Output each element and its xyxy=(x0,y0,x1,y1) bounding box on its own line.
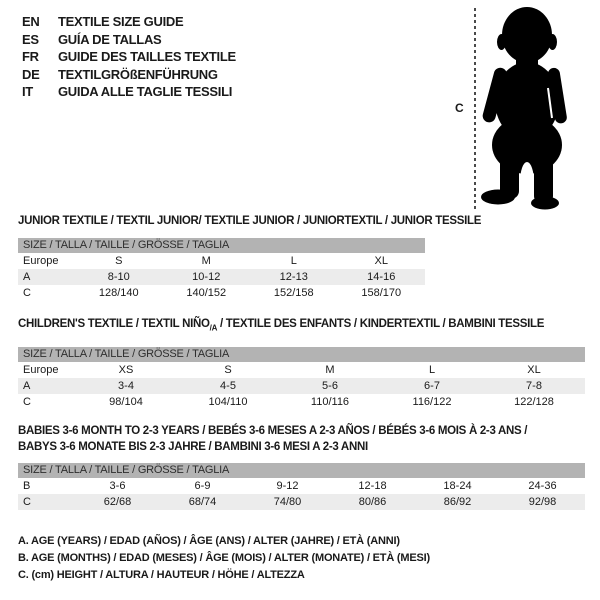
age-cell: 12-13 xyxy=(279,271,308,283)
row-label: C xyxy=(23,396,31,408)
size-cell: XS xyxy=(118,364,134,376)
note-height-cm: C. (cm) HEIGHT / ALTURA / HAUTEUR / HÖHE / ALTEZZA xyxy=(18,569,305,581)
age-cell: 3-6 xyxy=(109,480,126,492)
height-cell: 98/104 xyxy=(109,396,143,408)
row-label: C xyxy=(23,287,31,299)
height-cell: 116/122 xyxy=(412,396,452,408)
height-cell: 152/158 xyxy=(273,287,314,299)
age-cell: 9-12 xyxy=(276,480,299,492)
lang-row-it xyxy=(22,83,236,101)
age-cell: 18-24 xyxy=(443,480,472,492)
lang-row-de xyxy=(22,66,236,84)
note-age-months: B. AGE (MONTHS) / EDAD (MESES) / ÂGE (MOIS) / ALTER (MONATE) / ETÀ (MESI) xyxy=(18,552,430,564)
size-cell: XL xyxy=(527,364,541,376)
junior-size-table xyxy=(18,238,425,301)
height-cell: 86/92 xyxy=(443,496,472,508)
lang-code: ES xyxy=(22,31,39,47)
age-cell: 3-4 xyxy=(118,380,134,392)
age-cell: 6-7 xyxy=(424,380,440,392)
legend-notes xyxy=(18,533,430,584)
lang-label: GUÍA DE TALLAS xyxy=(58,31,162,47)
age-cell: 12-18 xyxy=(358,480,387,492)
lang-label: GUIDE DES TAILLES TEXTILE xyxy=(58,49,236,64)
height-dotted-line-icon xyxy=(474,8,476,210)
baby-silhouette-icon xyxy=(478,4,596,212)
table-header-bar: SIZE / TALLA / TAILLE / GRÖSSE / TAGLIA xyxy=(18,238,425,253)
size-cell: S xyxy=(115,255,123,267)
height-cell: 140/152 xyxy=(186,287,227,299)
age-cell: 24-36 xyxy=(528,480,557,492)
row-label: C xyxy=(23,496,31,508)
babies-title-line1: BABIES 3-6 MONTH TO 2-3 YEARS / BEBÉS 3-6 MESES A 2-3 AÑOS / BÉBÉS 3-6 MOIS À 2-3 ANS / xyxy=(18,425,528,437)
height-cell: 68/74 xyxy=(188,496,217,508)
children-title-pre: CHILDREN'S TEXTILE / TEXTIL NIÑO xyxy=(18,318,210,330)
age-cell: 10-12 xyxy=(192,271,221,283)
lang-label: TEXTILE SIZE GUIDE xyxy=(58,14,184,29)
row-label: B xyxy=(23,480,31,492)
age-cell: 14-16 xyxy=(367,271,396,283)
table-row xyxy=(18,362,585,378)
lang-code: IT xyxy=(22,84,33,99)
junior-section-title: JUNIOR TEXTILE / TEXTIL JUNIOR/ TEXTILE JUNIOR / JUNIORTEXTIL / JUNIOR TESSILE xyxy=(18,215,482,227)
lang-code: DE xyxy=(22,66,40,82)
height-cell: 110/116 xyxy=(310,396,350,408)
size-cell: M xyxy=(325,364,335,376)
lang-label: TEXTILGRÖßENFÜHRUNG xyxy=(58,66,218,82)
height-cell: 128/140 xyxy=(98,287,139,299)
baby-figure xyxy=(440,0,600,215)
size-cell: XL xyxy=(374,255,388,267)
size-cell: L xyxy=(428,364,436,376)
children-title-sub: /A xyxy=(209,323,218,333)
age-cell: 6-9 xyxy=(194,480,211,492)
row-label: A xyxy=(23,271,31,283)
babies-title-line2: BABYS 3-6 MONATE BIS 2-3 JAHRE / BAMBINI 3-6 MESI A 2-3 ANNI xyxy=(18,441,368,453)
table-header-bar: SIZE / TALLA / TAILLE / GRÖSSE / TAGLIA xyxy=(18,463,585,478)
height-measure-label: C xyxy=(455,101,464,115)
lang-label: GUIDA ALLE TAGLIE TESSILI xyxy=(58,84,233,99)
height-cell: 104/110 xyxy=(208,396,248,408)
table-row xyxy=(18,253,425,269)
age-cell: 8-10 xyxy=(107,271,130,283)
babies-section-title xyxy=(18,423,527,455)
size-cell: S xyxy=(224,364,232,376)
height-cell: 80/86 xyxy=(358,496,387,508)
height-cell: 122/128 xyxy=(514,396,554,408)
row-label: Europe xyxy=(23,255,59,267)
height-cell: 158/170 xyxy=(361,287,402,299)
height-cell: 92/98 xyxy=(528,496,557,508)
age-cell: 4-5 xyxy=(220,380,236,392)
size-cell: L xyxy=(290,255,297,267)
table-row xyxy=(18,378,585,394)
table-row xyxy=(18,494,585,510)
table-row xyxy=(18,478,585,494)
babies-size-table xyxy=(18,463,585,510)
language-list xyxy=(22,13,236,101)
lang-code: EN xyxy=(22,14,40,29)
row-label: Europe xyxy=(23,364,59,376)
age-cell: 7-8 xyxy=(526,380,542,392)
row-label: A xyxy=(23,380,31,392)
lang-row-fr xyxy=(22,48,236,66)
table-row xyxy=(18,285,425,301)
children-section-title xyxy=(18,318,544,332)
note-age-years: A. AGE (YEARS) / EDAD (AÑOS) / ÂGE (ANS) / ALTER (JAHRE) / ETÀ (ANNI) xyxy=(18,535,400,547)
lang-code: FR xyxy=(22,49,39,64)
age-cell: 5-6 xyxy=(322,380,338,392)
height-cell: 74/80 xyxy=(273,496,302,508)
table-header-bar: SIZE / TALLA / TAILLE / GRÖSSE / TAGLIA xyxy=(18,347,585,362)
children-size-table xyxy=(18,347,585,410)
table-row xyxy=(18,269,425,285)
lang-row-en xyxy=(22,13,236,31)
table-row xyxy=(18,394,585,410)
height-cell: 62/68 xyxy=(103,496,132,508)
lang-row-es xyxy=(22,31,236,49)
size-cell: M xyxy=(201,255,211,267)
children-title-post: / TEXTILE DES ENFANTS / KINDERTEXTIL / BAMBINI TESSILE xyxy=(217,318,545,330)
